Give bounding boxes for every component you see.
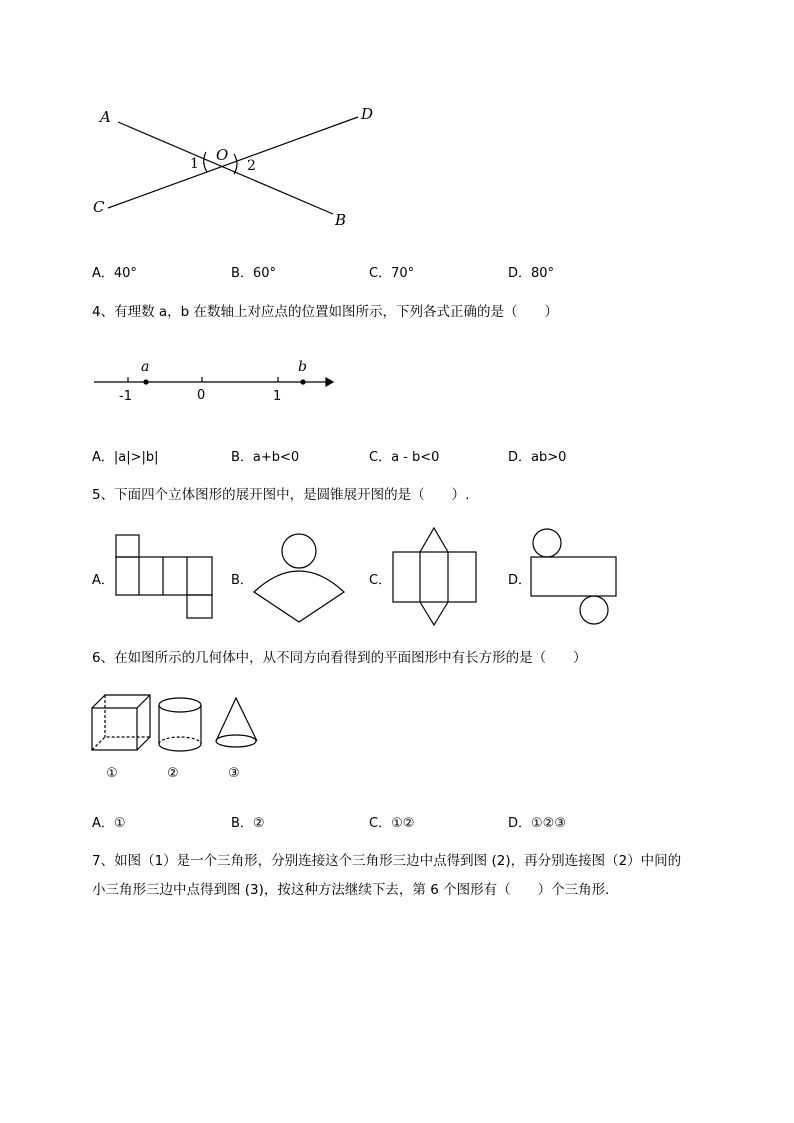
cone-figure — [216, 698, 257, 747]
angle-1-arc — [204, 152, 207, 172]
net-b-cone-figure — [254, 534, 344, 622]
label-0: 0 — [197, 388, 206, 403]
angle-2-arc — [234, 154, 237, 174]
q5-stem: 5、下面四个立体图形的展开图中，是圆锥展开图的是（ ）. — [92, 487, 470, 503]
q3-option-a[interactable]: A．40° — [92, 266, 137, 281]
q5-nets-figures — [0, 525, 794, 635]
intersecting-lines-diagram — [0, 0, 794, 240]
q6-option-d[interactable]: D．①②③ — [508, 816, 566, 831]
q5-option-c-letter[interactable]: C． — [369, 573, 392, 588]
q4-stem: 4、有理数 a，b 在数轴上对应点的位置如图所示，下列各式正确的是（ ） — [92, 304, 559, 320]
q5-option-d-letter[interactable]: D． — [508, 573, 532, 588]
point-a-dot — [144, 380, 148, 384]
label-a: a — [141, 359, 150, 375]
number-line-arrow — [326, 378, 333, 386]
label-angle-1: 1 — [190, 156, 199, 172]
q6-stem: 6、在如图所示的几何体中，从不同方向看得到的平面图形中有长方形的是（ ） — [92, 650, 587, 666]
q4-option-a[interactable]: A．|a|>|b| — [92, 450, 159, 465]
q7-stem-line2: 小三角形三边中点得到图 (3)，按这种方法继续下去，第 6 个图形有（ ）个三角形． — [92, 882, 619, 898]
label-angle-2: 2 — [247, 158, 256, 174]
label-D: D — [361, 105, 374, 123]
net-a-figure — [116, 535, 212, 618]
q3-figure — [0, 0, 794, 240]
label-1: 1 — [273, 389, 282, 404]
q6-option-c[interactable]: C．①② — [369, 816, 415, 831]
q6-option-b[interactable]: B．② — [231, 816, 265, 831]
q6-solids-figures — [0, 690, 794, 760]
q4-option-b[interactable]: B．a+b<0 — [231, 450, 300, 465]
label-O: O — [216, 146, 229, 164]
q6-option-a[interactable]: A．① — [92, 816, 126, 831]
q4-option-d[interactable]: D．ab>0 — [508, 450, 567, 465]
cube-figure — [92, 695, 150, 750]
label-C: C — [93, 198, 105, 216]
q7-stem-line1: 7、如图（1）是一个三角形，分别连接这个三角形三边中点得到图 (2)，再分别连接图（2）中间的 — [92, 853, 682, 869]
point-b-dot — [301, 380, 305, 384]
q3-option-c[interactable]: C．70° — [369, 266, 415, 281]
q5-option-a-letter[interactable]: A． — [92, 573, 114, 588]
label-B: B — [335, 211, 347, 229]
net-c-prism-figure — [393, 528, 476, 625]
net-d-cylinder-figure — [531, 529, 616, 624]
label-neg1: -1 — [119, 389, 132, 404]
label-b: b — [298, 359, 307, 375]
line-CD — [108, 117, 358, 208]
solid-label-3: ③ — [228, 766, 240, 781]
q4-numberline — [0, 355, 794, 405]
q3-option-d[interactable]: D．80° — [508, 266, 555, 281]
q5-option-b-letter[interactable]: B． — [231, 573, 253, 588]
q4-option-c[interactable]: C．a - b<0 — [369, 450, 440, 465]
q3-option-b[interactable]: B．60° — [231, 266, 276, 281]
line-AB — [118, 122, 333, 214]
solid-label-1: ① — [106, 766, 118, 781]
cylinder-figure — [159, 698, 201, 751]
solid-label-2: ② — [167, 766, 179, 781]
label-A: A — [100, 108, 111, 126]
